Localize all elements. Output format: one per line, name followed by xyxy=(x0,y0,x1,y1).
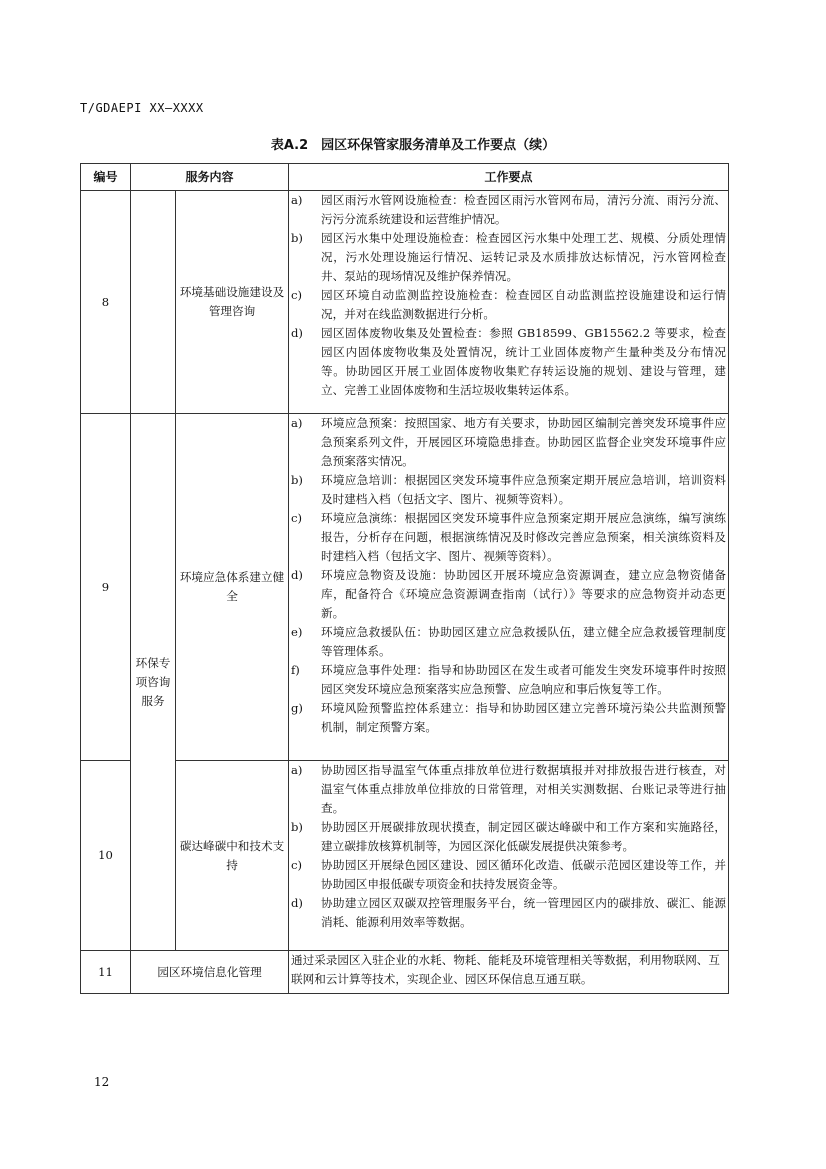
service-table xyxy=(80,163,729,994)
document-id: T/GDAEPI XX—XXXX xyxy=(80,101,204,115)
work-point-item xyxy=(291,229,726,286)
work-point-item xyxy=(291,856,726,894)
item-label: g) xyxy=(291,701,303,715)
category-cell: 环保专项咨询服务 xyxy=(131,414,176,951)
subcategory: 碳达峰碳中和技术支持 xyxy=(176,761,289,951)
item-text: 园区固体废物收集及处置检查：参照 GB18599、GB15562.2 等要求，检查园区内固体废物收集及处置情况，统计工业固体废物产生量种类及分布情况等。协助园区开展工业固体废物收集贮存转运设施的规划、建设与管理，建立、完善工业固体废物和生活垃圾收集转运体系。 xyxy=(321,326,726,397)
item-text: 环境风险预警监控体系建立：指导和协助园区建立完善环境污染公共监测预警机制，制定预警方案。 xyxy=(321,701,726,734)
item-label: a) xyxy=(291,763,303,777)
work-point-item xyxy=(291,818,726,856)
item-text: 环境应急事件处理：指导和协助园区在发生或者可能发生突发环境事件时按照园区突发环境应急预案落实应急预警、应急响应和事后恢复等工作。 xyxy=(321,663,726,696)
item-text: 协助园区指导温室气体重点排放单位进行数据填报并对排放报告进行核查，对温室气体重点排放单位排放的日常管理，对相关实测数据、台账记录等进行抽查。 xyxy=(321,763,726,815)
item-label: b) xyxy=(291,473,303,487)
row-number: 11 xyxy=(81,951,131,994)
item-label: c) xyxy=(291,858,303,872)
work-point-item xyxy=(291,623,726,661)
item-text: 环境应急救援队伍：协助园区建立应急救援队伍，建立健全应急救援管理制度等管理体系。 xyxy=(321,625,726,658)
item-text: 环境应急预案：按照国家、地方有关要求，协助园区编制完善突发环境事件应急预案系列文件，开展园区环境隐患排查。协助园区监督企业突发环境事件应急预案落实情况。 xyxy=(321,416,726,468)
item-label: d) xyxy=(291,326,303,340)
item-text: 园区雨污水管网设施检查：检查园区雨污水管网布局，清污分流、雨污分流、污污分流系统建设和运营维护情况。 xyxy=(321,193,726,226)
item-text: 协助园区开展碳排放现状摸查，制定园区碳达峰碳中和工作方案和实施路径，建立碳排放核算机制等，为园区深化低碳发展提供决策参考。 xyxy=(321,820,726,853)
table-header-row xyxy=(81,164,729,191)
work-point-item xyxy=(291,509,726,566)
item-text: 协助建立园区双碳双控管理服务平台，统一管理园区内的碳排放、碳汇、能源消耗、能源利用效率等数据。 xyxy=(321,896,726,929)
row-number: 9 xyxy=(81,414,131,761)
category-cell xyxy=(131,191,176,414)
item-text: 环境应急演练：根据园区突发环境事件应急预案定期开展应急演练，编写演练报告，分析存在问题，根据演练情况及时修改完善应急预案，相关演练资料及时建档入档（包括文字、图片、视频等资料）。 xyxy=(321,511,726,563)
item-text: 园区环境自动监测监控设施检查：检查园区自动监测监控设施建设和运行情况，并对在线监测数据进行分析。 xyxy=(321,288,726,321)
item-label: e) xyxy=(291,625,303,639)
work-point-item xyxy=(291,661,726,699)
item-label: b) xyxy=(291,820,303,834)
work-points xyxy=(289,191,729,414)
col-header-number: 编号 xyxy=(81,164,131,191)
work-points xyxy=(289,761,729,951)
table-row xyxy=(81,191,729,414)
work-point-item xyxy=(291,471,726,509)
item-text: 协助园区开展绿色园区建设、园区循环化改造、低碳示范园区建设等工作，并协助园区申报低碳专项资金和扶持发展资金等。 xyxy=(321,858,726,891)
item-label: d) xyxy=(291,896,303,910)
subcategory: 园区环境信息化管理 xyxy=(131,951,289,994)
item-text: 环境应急物资及设施：协助园区开展环境应急资源调查，建立应急物资储备库，配备符合《环境应急资源调查指南（试行）》等要求的应急物资并动态更新。 xyxy=(321,568,726,620)
item-text: 环境应急培训：根据园区突发环境事件应急预案定期开展应急培训，培训资料及时建档入档（包括文字、图片、视频等资料）。 xyxy=(321,473,726,506)
item-text: 园区污水集中处理设施检查：检查园区污水集中处理工艺、规模、分质处理情况，污水处理设施运行情况、运转记录及水质排放达标情况，污水管网检查井、泵站的现场情况及维护保养情况。 xyxy=(321,231,726,283)
table-row xyxy=(81,951,729,994)
item-label: c) xyxy=(291,288,303,302)
col-header-points: 工作要点 xyxy=(289,164,729,191)
work-points xyxy=(289,414,729,761)
row-number: 8 xyxy=(81,191,131,414)
item-label: a) xyxy=(291,193,303,207)
work-points-text: 通过采录园区入驻企业的水耗、物耗、能耗及环境管理相关等数据，利用物联网、互联网和云计算等技术，实现企业、园区环保信息互通互联。 xyxy=(289,951,729,994)
work-point-item xyxy=(291,894,726,932)
work-point-item xyxy=(291,761,726,818)
item-label: a) xyxy=(291,416,303,430)
work-point-item xyxy=(291,699,726,737)
subcategory: 环境基础设施建设及管理咨询 xyxy=(176,191,289,414)
work-point-item xyxy=(291,191,726,229)
work-point-item xyxy=(291,324,726,400)
work-point-item xyxy=(291,286,726,324)
col-header-service: 服务内容 xyxy=(131,164,289,191)
table-title: 表A.2 园区环保管家服务清单及工作要点（续） xyxy=(270,138,556,153)
item-label: c) xyxy=(291,511,303,525)
row-number: 10 xyxy=(81,761,131,951)
page-number: 12 xyxy=(94,1075,110,1089)
table-row xyxy=(81,761,729,951)
table-row xyxy=(81,414,729,761)
item-label: d) xyxy=(291,568,303,582)
item-label: f) xyxy=(291,663,300,677)
work-point-item xyxy=(291,414,726,471)
work-point-item xyxy=(291,566,726,623)
subcategory: 环境应急体系建立健全 xyxy=(176,414,289,761)
item-label: b) xyxy=(291,231,303,245)
